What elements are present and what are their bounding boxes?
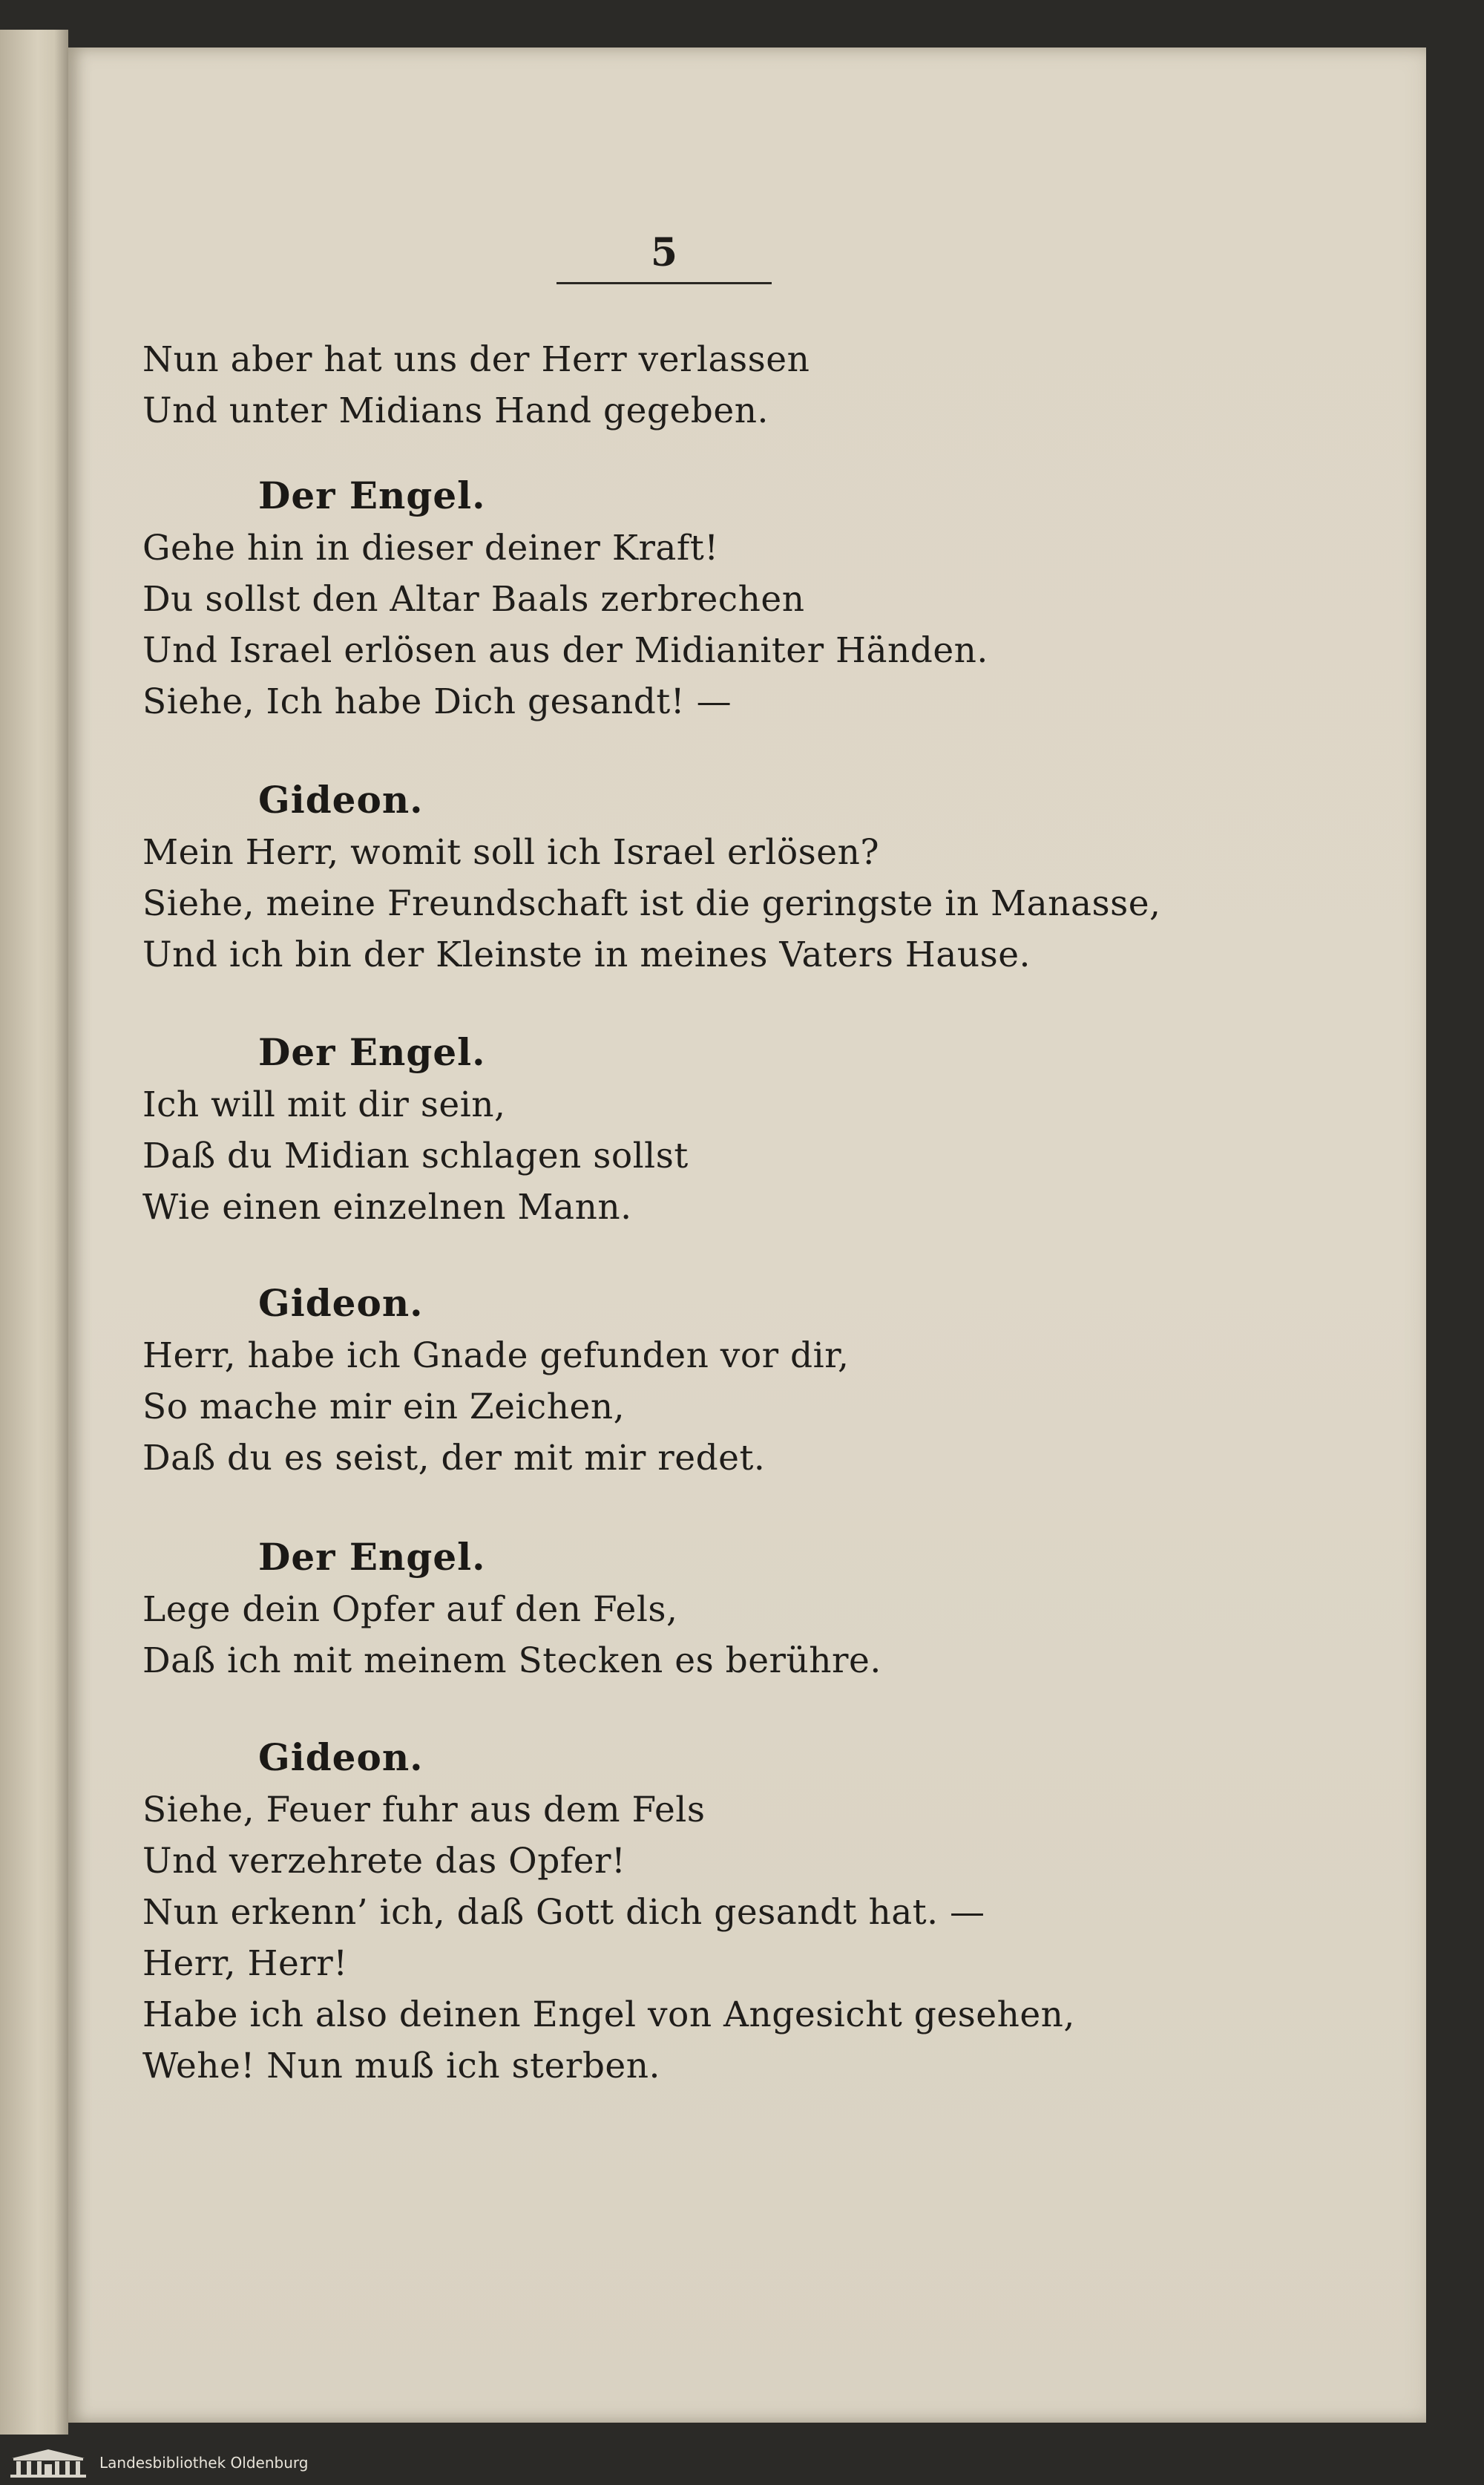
verse-line: Lege dein Opfer auf den Fels,	[142, 1589, 678, 1630]
verse-block-3	[142, 773, 1255, 980]
verse-line: Daß du es seist, der mit mir redet.	[142, 1438, 766, 1479]
verse-line: Siehe, Feuer fuhr aus dem Fels	[142, 1790, 706, 1830]
verse-block-6	[142, 1530, 1255, 1686]
verse-line: Herr, Herr!	[142, 1943, 348, 1984]
verse-line: Mein Herr, womit soll ich Israel erlösen?	[142, 832, 880, 873]
speaker-heading: Gideon.	[258, 1281, 424, 1325]
verse-line: Nun erkenn’ ich, daß Gott dich gesandt hat. —	[142, 1892, 985, 1933]
verse-line: Wehe! Nun muß ich sterben.	[142, 2046, 660, 2086]
verse-line: Nun aber hat uns der Herr verlassen	[142, 339, 810, 380]
verse-line: Wie einen einzelnen Mann.	[142, 1187, 632, 1228]
speaker-heading: Gideon.	[258, 778, 424, 822]
verse-line: Gehe hin in dieser deiner Kraft!	[142, 528, 719, 569]
verse-line: Habe ich also deinen Engel von Angesicht gesehen,	[142, 1994, 1075, 2035]
verse-block-7	[142, 1731, 1255, 2092]
speaker-heading: Der Engel.	[258, 1030, 486, 1074]
page-number-rule	[556, 282, 772, 284]
verse-block-2	[142, 469, 1255, 727]
verse-line: Und Israel erlösen aus der Midianiter Händen.	[142, 630, 988, 671]
verse-line: Und unter Midians Hand gegeben.	[142, 390, 769, 431]
verse-line: Und verzehrete das Opfer!	[142, 1841, 626, 1882]
left-page-edge	[0, 30, 68, 2435]
verse-line: Du sollst den Altar Baals zerbrechen	[142, 579, 805, 620]
library-credit: Landesbibliothek Oldenburg	[99, 2454, 309, 2472]
verse-line: Daß du Midian schlagen sollst	[142, 1136, 689, 1176]
verse-block-4	[142, 1026, 1255, 1233]
verse-line: Daß ich mit meinem Stecken es berühre.	[142, 1640, 881, 1681]
verse-line: Ich will mit dir sein,	[142, 1084, 506, 1125]
verse-block-1	[142, 334, 1255, 436]
verse-line: So mache mir ein Zeichen,	[142, 1386, 626, 1427]
verse-line: Siehe, Ich habe Dich gesandt! —	[142, 681, 732, 722]
verse-block-5	[142, 1277, 1255, 1484]
page-number: 5	[650, 230, 678, 275]
verse-line: Herr, habe ich Gnade gefunden vor dir,	[142, 1335, 850, 1376]
speaker-heading: Der Engel.	[258, 1535, 486, 1579]
speaker-heading: Der Engel.	[258, 474, 486, 517]
verse-line: Und ich bin der Kleinste in meines Vaters Hause.	[142, 934, 1031, 975]
speaker-heading: Gideon.	[258, 1735, 424, 1779]
library-building-icon	[9, 2448, 88, 2479]
verse-line: Siehe, meine Freundschaft ist die geringste in Manasse,	[142, 883, 1161, 924]
